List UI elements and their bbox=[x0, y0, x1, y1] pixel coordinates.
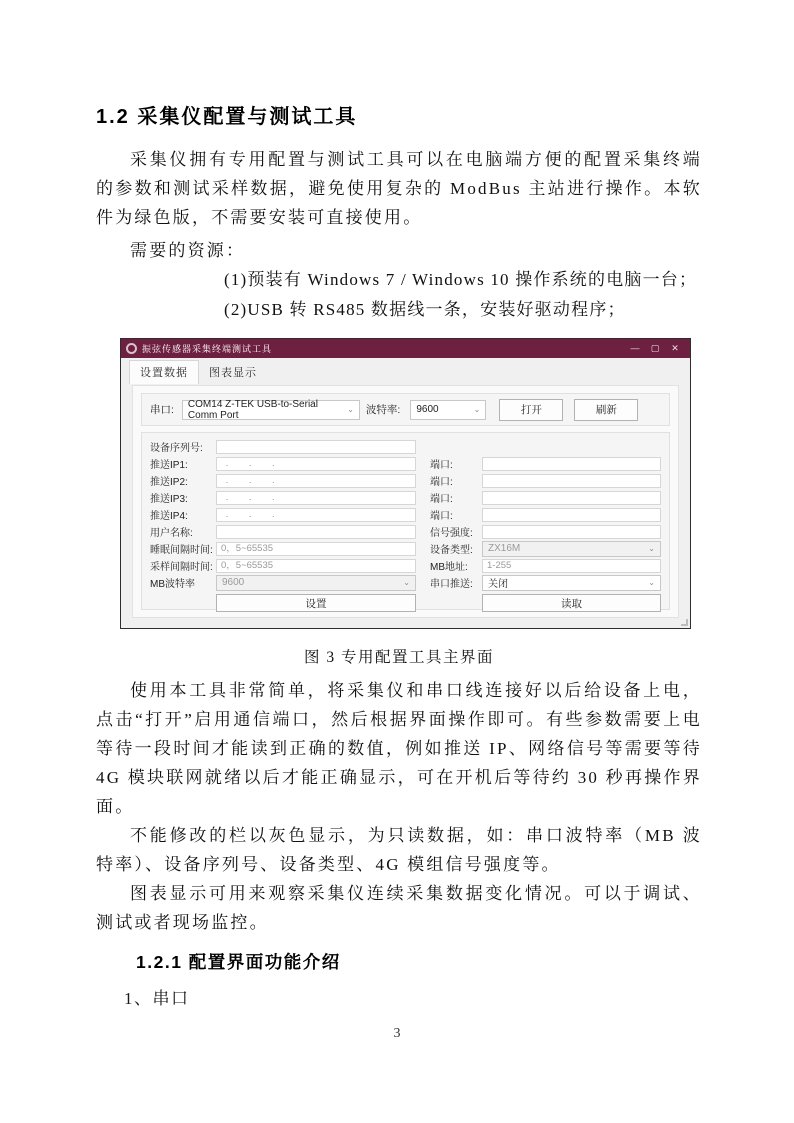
app-icon bbox=[126, 343, 137, 354]
serial-port-label: 串口: bbox=[150, 404, 174, 416]
set-button[interactable]: 设置 bbox=[216, 594, 416, 612]
close-icon[interactable]: ✕ bbox=[671, 343, 679, 353]
device-serial-label: 设备序列号: bbox=[150, 443, 203, 454]
chevron-down-icon: ⌄ bbox=[473, 404, 481, 414]
push-ip4-input[interactable] bbox=[216, 508, 416, 522]
chevron-down-icon: ⌄ bbox=[648, 577, 655, 587]
user-name-label: 用户名称: bbox=[150, 528, 193, 539]
serial-port-group bbox=[141, 393, 670, 426]
minimize-icon[interactable]: — bbox=[630, 343, 640, 353]
read-button[interactable]: 读取 bbox=[482, 594, 661, 612]
sample-interval-label: 采样间隔时间: bbox=[150, 562, 213, 573]
numbered-item-serial: 1、串口 bbox=[124, 989, 190, 1008]
push-ip4-row bbox=[150, 506, 661, 523]
maximize-icon[interactable]: ▢ bbox=[650, 343, 660, 353]
tab-set-data[interactable]: 设置数据 bbox=[129, 360, 199, 384]
push-ip2-input[interactable] bbox=[216, 474, 416, 488]
chevron-down-icon: ⌄ bbox=[648, 543, 655, 553]
resources-label: 需要的资源： bbox=[130, 241, 246, 260]
device-type-select bbox=[482, 541, 661, 557]
mb-baud-value: 9600 bbox=[222, 577, 245, 588]
push-ip1-row bbox=[150, 455, 661, 472]
port2-label: 端口: bbox=[430, 477, 453, 488]
port1-label: 端口: bbox=[430, 460, 453, 471]
serial-push-select[interactable] bbox=[482, 575, 661, 591]
mb-address-label: MB地址: bbox=[430, 562, 468, 573]
push-ip4-label: 推送IP4: bbox=[150, 511, 188, 522]
push-ip1-input[interactable] bbox=[216, 457, 416, 471]
chevron-down-icon: ⌄ bbox=[403, 577, 410, 587]
paragraph-readonly: 不能修改的栏以灰色显示，为只读数据，如：串口波特率（MB 波特率）、设备序列号、设备类型、4G 模组信号强度等。 bbox=[96, 826, 702, 874]
mb-baud-select bbox=[216, 575, 416, 591]
device-serial-input[interactable] bbox=[216, 440, 416, 454]
user-name-row bbox=[150, 523, 661, 540]
sample-interval-input[interactable] bbox=[216, 559, 416, 573]
sleep-interval-label: 睡眠间隔时间: bbox=[150, 545, 213, 556]
push-ip2-label: 推送IP2: bbox=[150, 477, 188, 488]
sleep-interval-row bbox=[150, 540, 661, 557]
port4-label: 端口: bbox=[430, 511, 453, 522]
app-window-title: 振弦传感器采集终端测试工具 bbox=[142, 344, 273, 354]
window-controls bbox=[625, 339, 685, 358]
baud-rate-select[interactable] bbox=[410, 400, 486, 420]
app-title-bar bbox=[121, 339, 690, 358]
mb-address-input[interactable] bbox=[482, 559, 661, 573]
resource-item: (2)USB 转 RS485 数据线一条，安装好驱动程序； bbox=[224, 300, 626, 319]
push-ip2-row bbox=[150, 472, 661, 489]
document-body bbox=[96, 100, 702, 1014]
action-buttons-row bbox=[150, 593, 661, 613]
chevron-down-icon: ⌄ bbox=[347, 404, 354, 414]
sub-section-heading: 1.2.1 配置界面功能介绍 bbox=[136, 952, 341, 972]
section-heading: 1.2 采集仪配置与测试工具 bbox=[96, 106, 358, 128]
sleep-interval-input[interactable] bbox=[216, 542, 416, 556]
mb-baud-label: MB波特率 bbox=[150, 579, 195, 590]
signal-strength-input[interactable] bbox=[482, 525, 661, 539]
app-window bbox=[120, 338, 691, 629]
serial-push-label: 串口推送: bbox=[430, 579, 473, 590]
paragraph-usage: 使用本工具非常简单，将采集仪和串口线连接好以后给设备上电，点击“打开”启用通信端口，然后根据界面操作即可。有些参数需要上电等待一段时间才能读到正确的数值，例如推送 IP、网络信号等需要等待 4G 模块联网就绪以后才能正确显示，可在开机后等待约 30 秒再操作界面。 bbox=[96, 681, 702, 816]
push-ip3-label: 推送IP3: bbox=[150, 494, 188, 505]
baud-rate-value: 9600 bbox=[416, 404, 439, 415]
push-ip3-row bbox=[150, 489, 661, 506]
port1-input[interactable] bbox=[482, 457, 661, 471]
sample-interval-row bbox=[150, 557, 661, 574]
port4-input[interactable] bbox=[482, 508, 661, 522]
figure-app-screenshot bbox=[120, 338, 691, 629]
paragraph-intro: 采集仪拥有专用配置与测试工具可以在电脑端方便的配置采集终端的参数和测试采样数据，避免使用复杂的 ModBus 主站进行操作。本软件为绿色版，不需要安装可直接使用。 bbox=[96, 150, 702, 227]
tab-page bbox=[132, 385, 679, 618]
serial-port-value: COM14 Z-TEK USB-to-Serial Comm Port bbox=[187, 398, 318, 421]
resource-item: (1)预装有 Windows 7 / Windows 10 操作系统的电脑一台； bbox=[224, 270, 698, 289]
device-serial-row bbox=[150, 438, 661, 455]
signal-strength-label: 信号强度: bbox=[430, 528, 473, 539]
port3-label: 端口: bbox=[430, 494, 453, 505]
device-type-value: ZX16M bbox=[488, 543, 521, 554]
refresh-button[interactable]: 刷新 bbox=[574, 399, 638, 421]
user-name-input[interactable] bbox=[216, 525, 416, 539]
paragraph-chart: 图表显示可用来观察采集仪连续采集数据变化情况。可以于调试、测试或者现场监控。 bbox=[96, 884, 702, 932]
open-button[interactable]: 打开 bbox=[499, 399, 563, 421]
resize-grip-icon[interactable] bbox=[681, 619, 688, 626]
page-number: 3 bbox=[393, 1026, 401, 1041]
push-ip1-label: 推送IP1: bbox=[150, 460, 188, 471]
tab-chart-display[interactable]: 图表显示 bbox=[209, 367, 257, 379]
parameters-group bbox=[141, 432, 670, 610]
port2-input[interactable] bbox=[482, 474, 661, 488]
device-type-label: 设备类型: bbox=[430, 545, 473, 556]
push-ip3-input[interactable] bbox=[216, 491, 416, 505]
serial-port-select[interactable] bbox=[182, 400, 360, 420]
port3-input[interactable] bbox=[482, 491, 661, 505]
figure-caption: 图 3 专用配置工具主界面 bbox=[303, 649, 494, 666]
serial-push-value: 关闭 bbox=[488, 579, 508, 590]
tab-bar bbox=[121, 358, 690, 384]
mb-baud-row bbox=[150, 574, 661, 591]
baud-rate-label: 波特率: bbox=[365, 404, 401, 416]
